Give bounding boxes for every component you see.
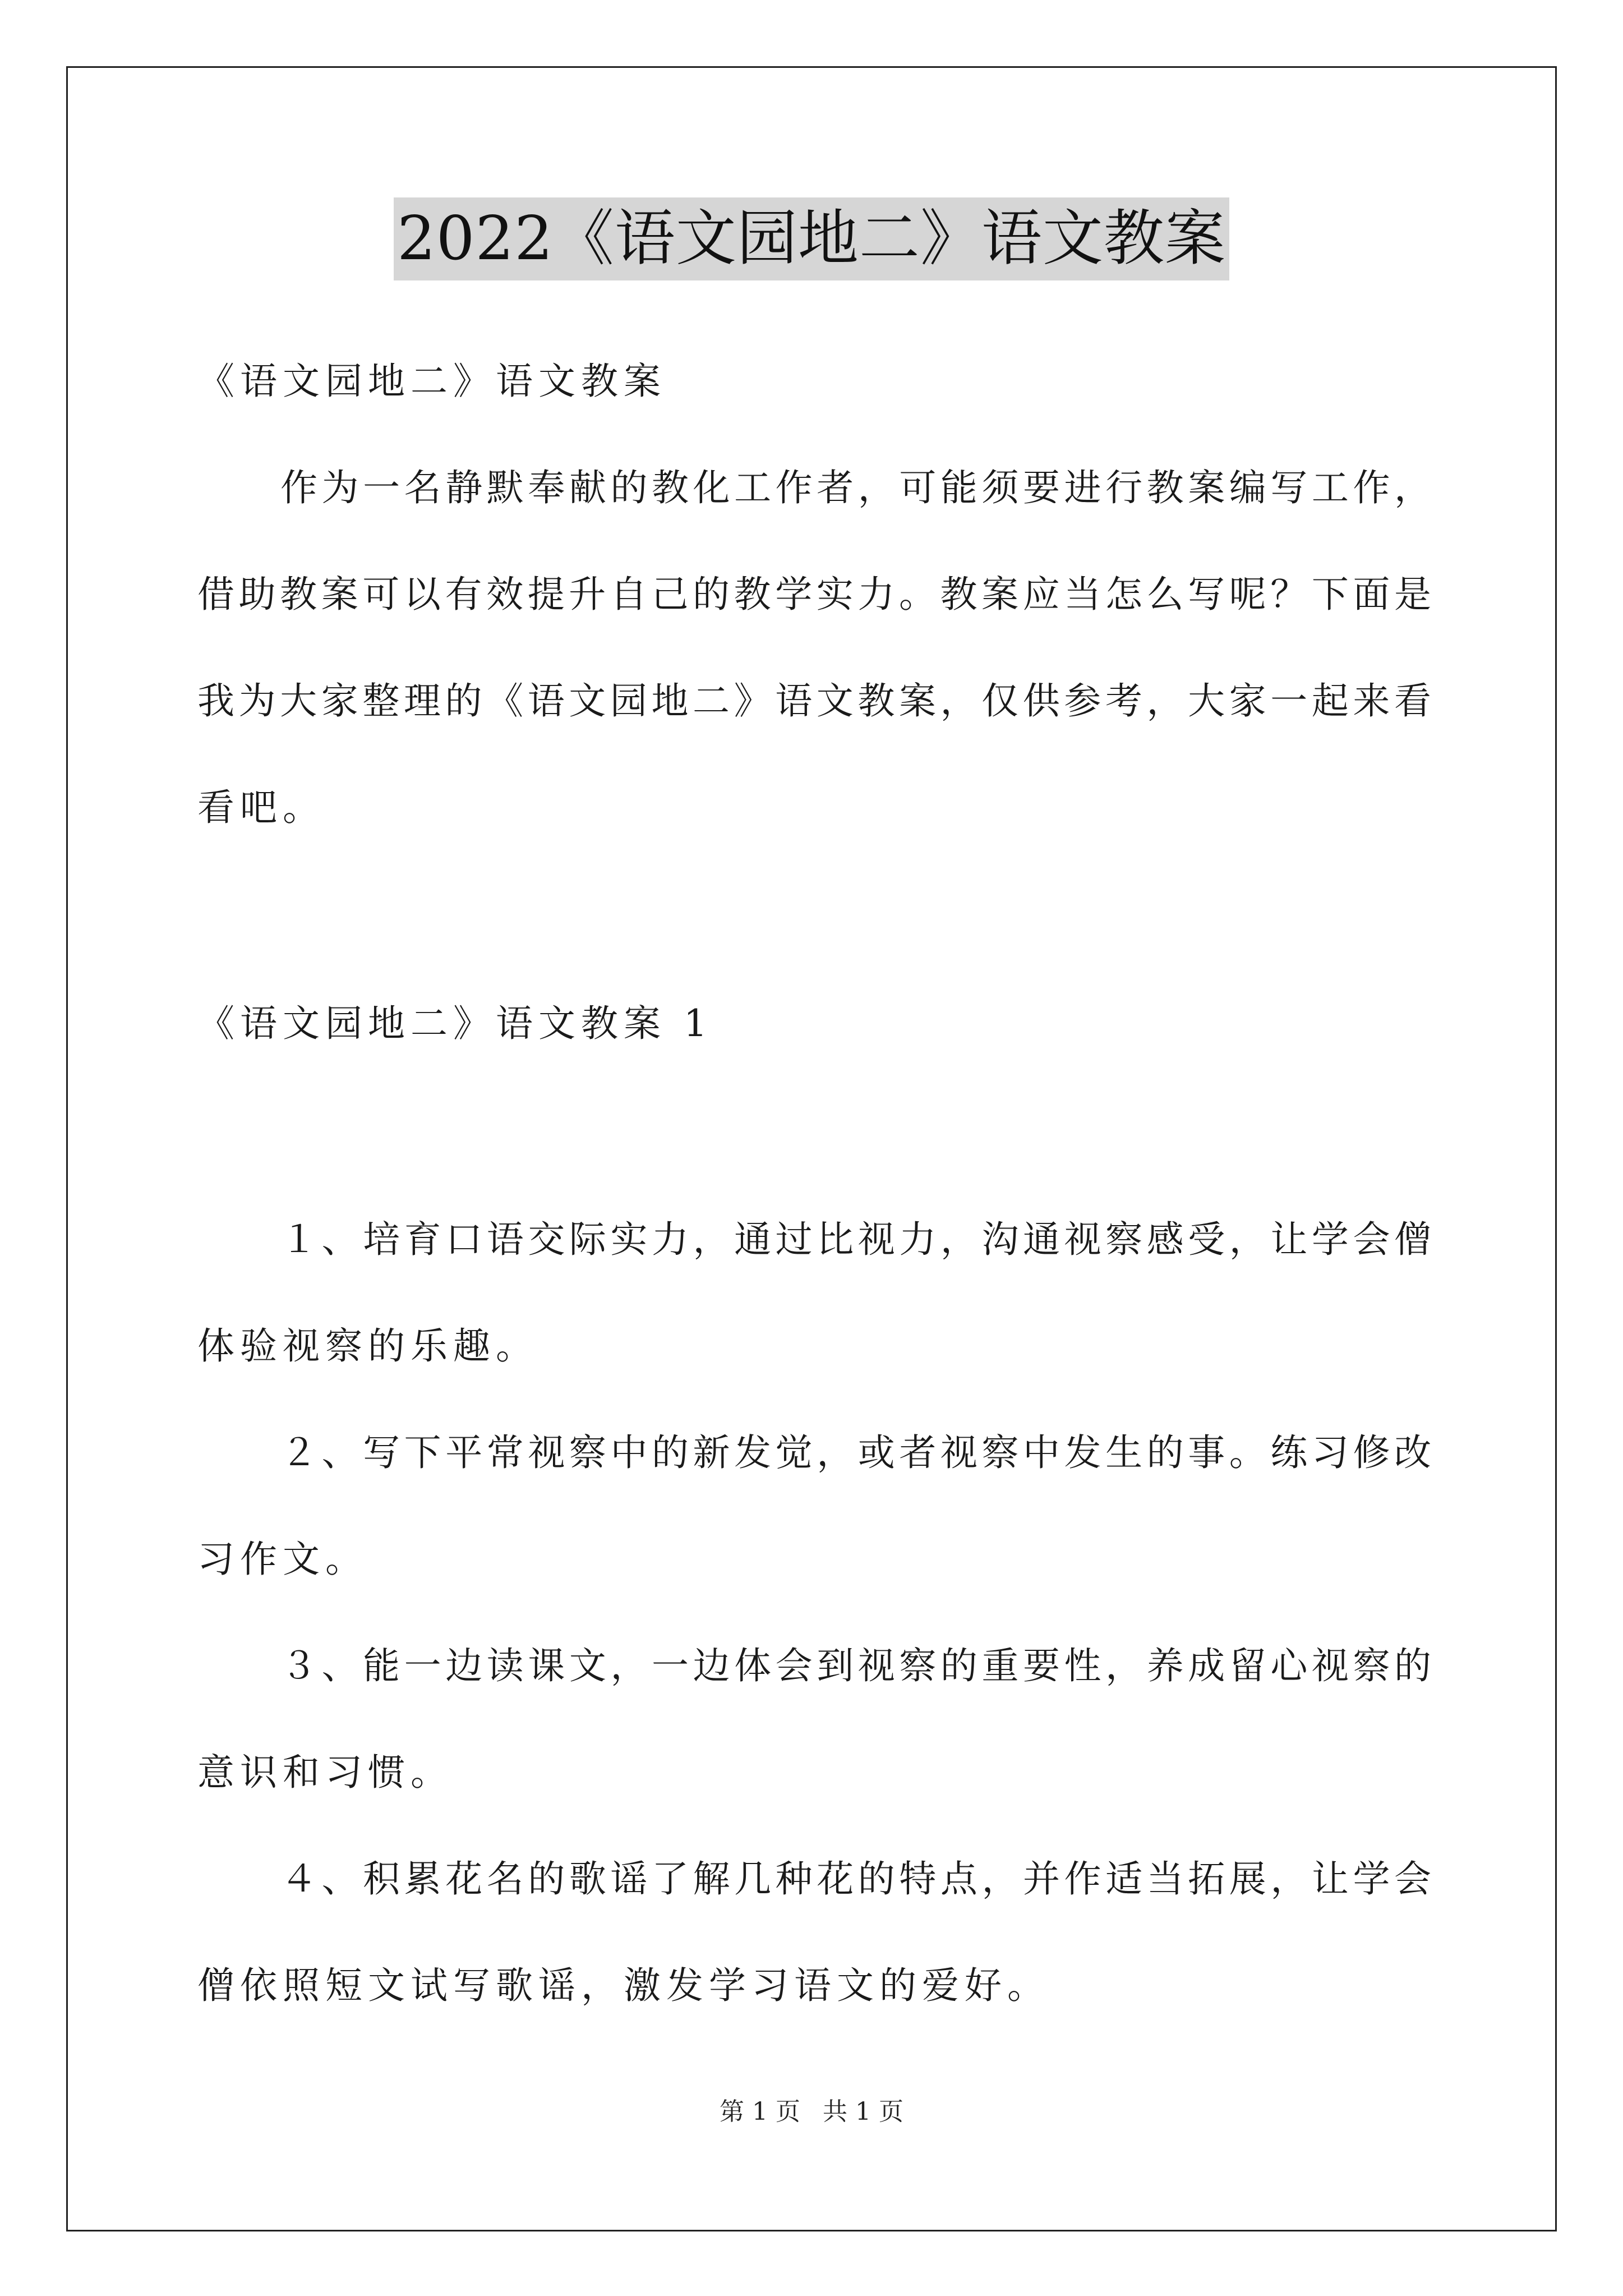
page-number: 第 1 页 <box>720 2097 800 2126</box>
intro-line-1: 作为一名静默奉献的教化工作者，可能须要进行教案编写工作， <box>280 466 1431 509</box>
document-title: 2022《语文园地二》语文教案 <box>394 197 1229 280</box>
page-total: 共 1 页 <box>823 2097 903 2126</box>
item-2-line-2: 习作文。 <box>197 1538 368 1581</box>
item-2-line-1: ２、写下平常视察中的新发觉，或者视察中发生的事。练习修改 <box>280 1431 1431 1474</box>
item-3-line-2: 意识和习惯。 <box>197 1751 453 1794</box>
item-4-line-2: 僧依照短文试写歌谣，激发学习语文的爱好。 <box>197 1964 1050 2007</box>
item-4-line-1: ４、积累花名的歌谣了解几种花的特点，并作适当拓展，让学会 <box>280 1857 1431 1901</box>
title-container <box>0 197 1623 280</box>
section-heading: 《语文园地二》语文教案 1 <box>197 1002 713 1045</box>
item-1-line-1: １、培育口语交际实力，通过比视力，沟通视察感受，让学会僧 <box>280 1218 1431 1261</box>
intro-line-4: 看吧。 <box>197 786 325 829</box>
document-subtitle: 《语文园地二》语文教案 <box>197 360 666 403</box>
page-footer <box>0 2095 1623 2129</box>
item-1-line-2: 体验视察的乐趣。 <box>197 1324 538 1368</box>
item-3-line-1: ３、能一边读课文，一边体会到视察的重要性，养成留心视察的 <box>280 1644 1431 1687</box>
intro-line-3: 我为大家整理的《语文园地二》语文教案，仅供参考，大家一起来看 <box>197 679 1431 723</box>
intro-line-2: 借助教案可以有效提升自己的教学实力。教案应当怎么写呢？下面是 <box>197 573 1431 616</box>
